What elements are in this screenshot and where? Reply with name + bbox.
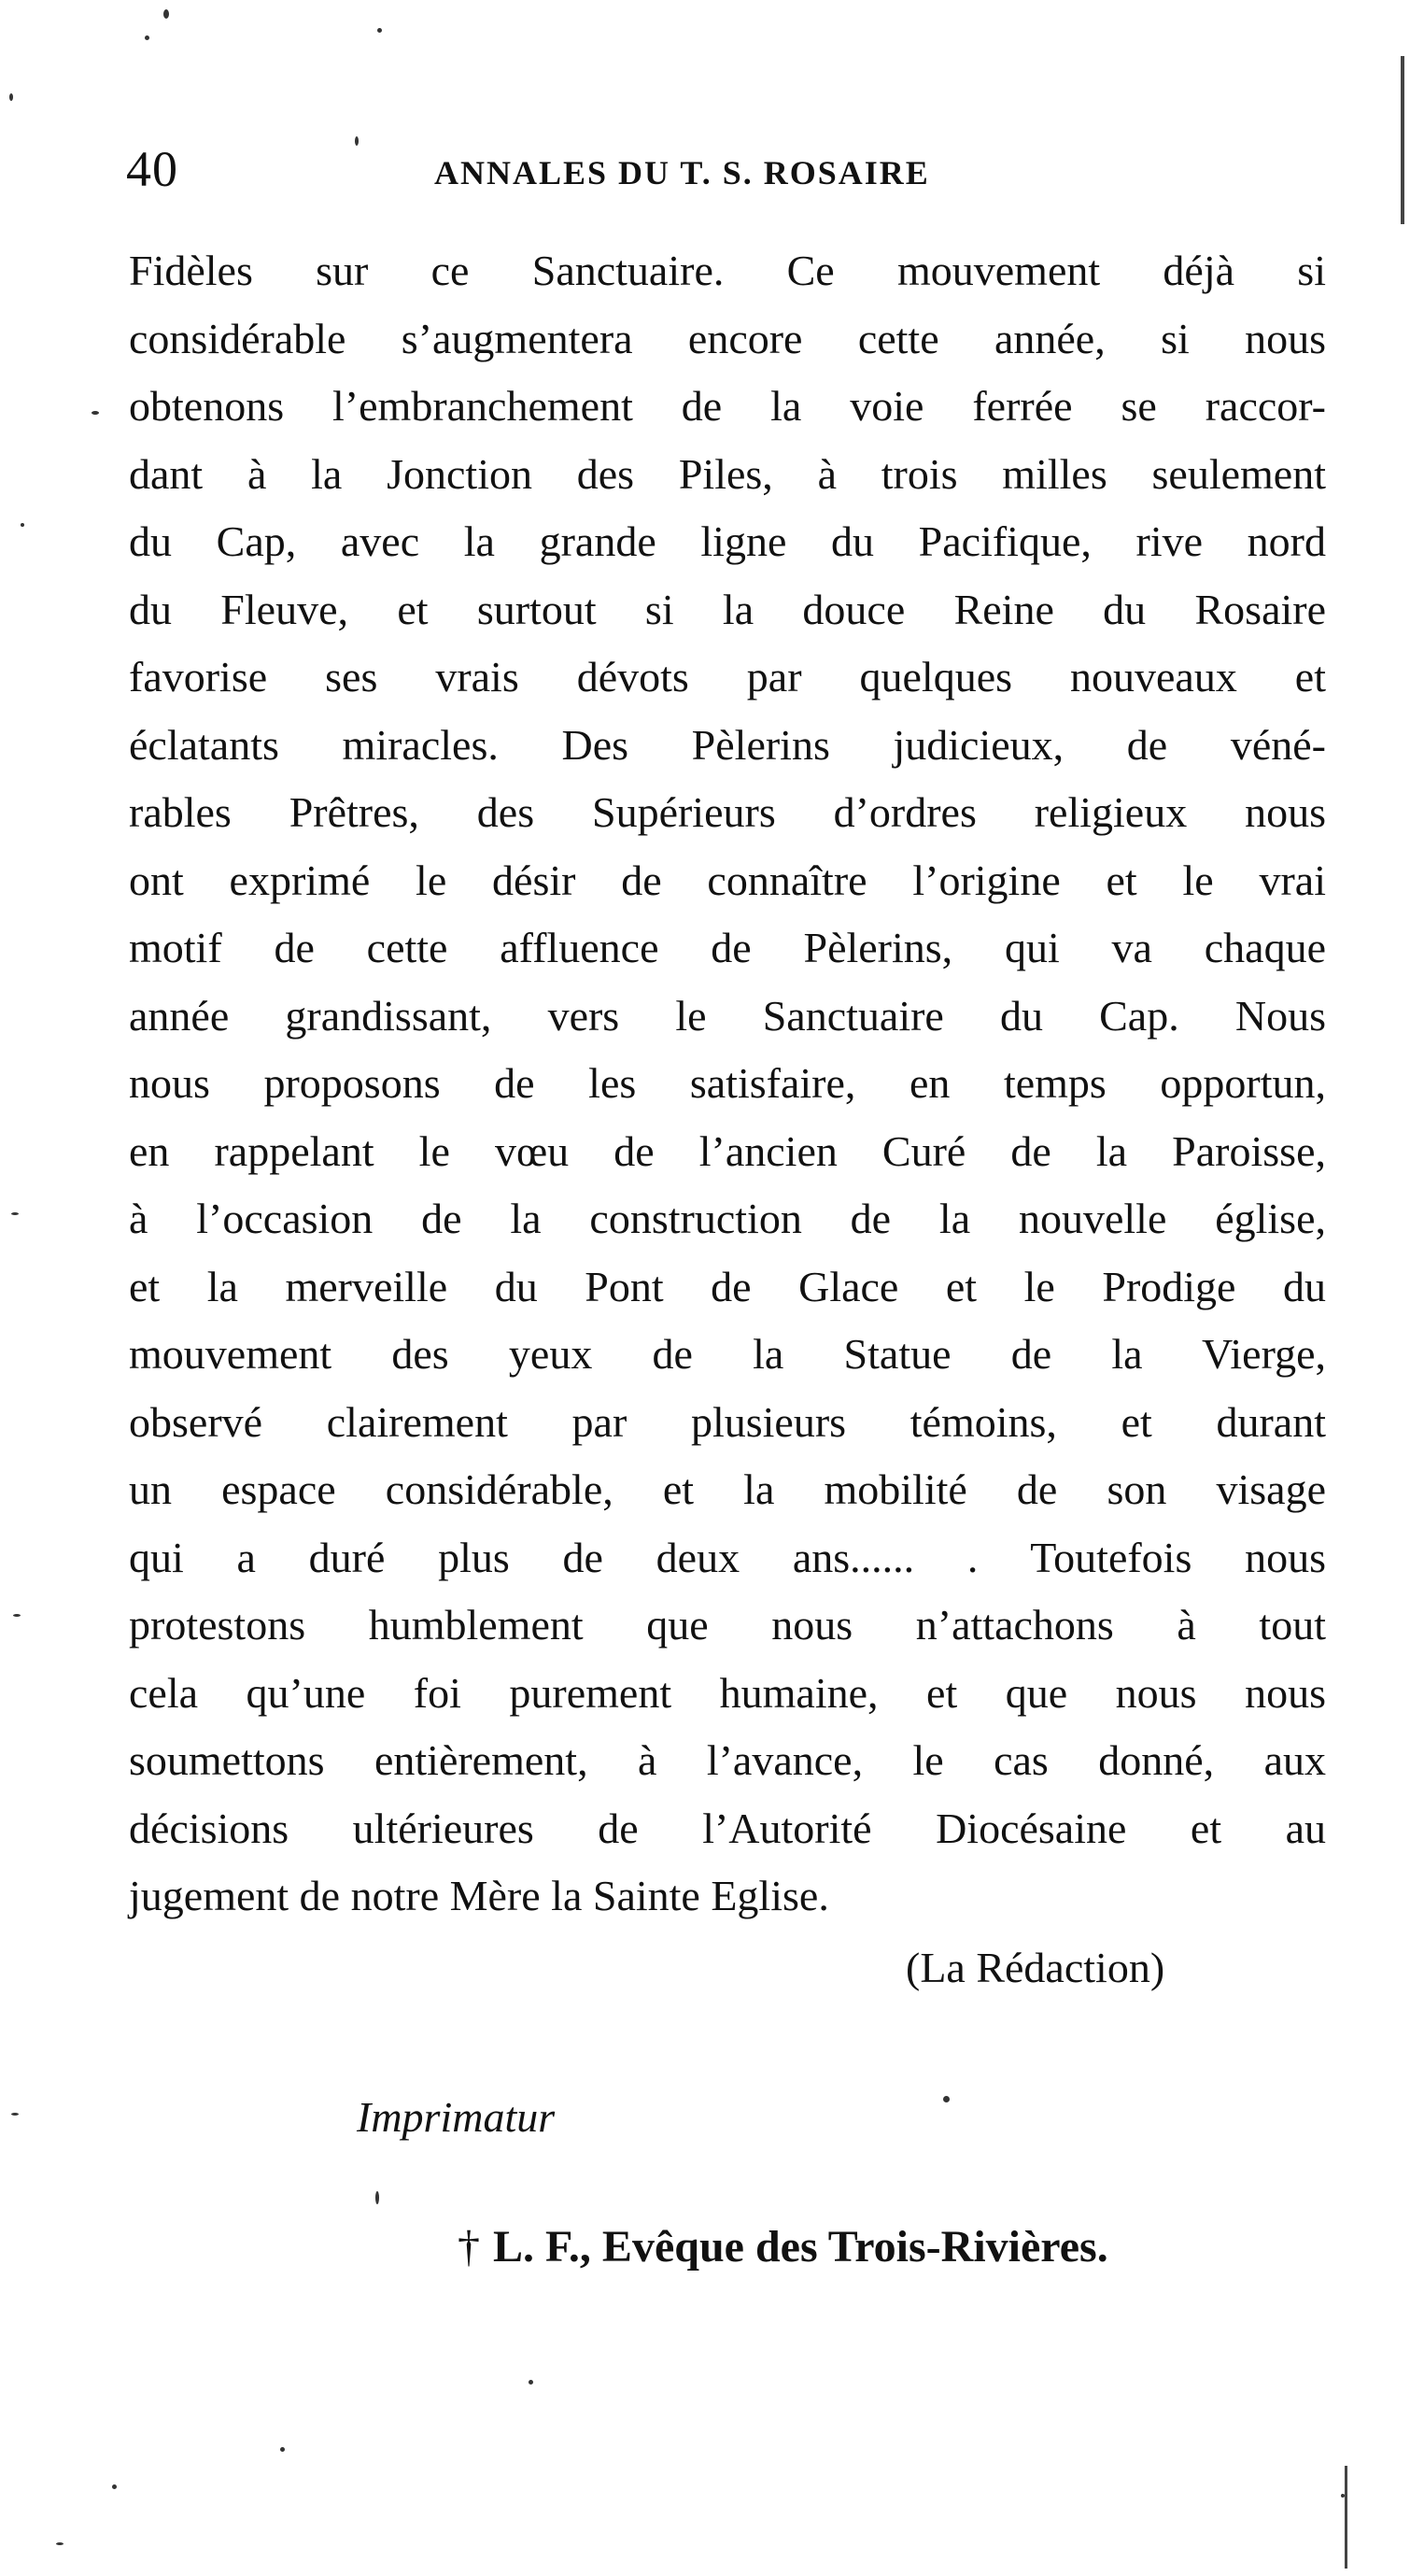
text-line: qui a duré plus de deux ans...... . Toutefois nous <box>129 1533 1326 1581</box>
page-header <box>126 140 1321 215</box>
page-number: 40 <box>126 141 178 197</box>
text-line: à l’occasion de la construction de la nouvelle église, <box>129 1195 1326 1242</box>
dagger-mark: † <box>458 2222 480 2272</box>
text-line: observé clairement par plusieurs témoins, et durant <box>129 1397 1326 1446</box>
scan-speck <box>377 28 382 33</box>
running-title: ANNALES DU T. S. ROSAIRE <box>434 154 930 191</box>
text-line: mouvement des yeux de la Statue de la Vierge, <box>129 1330 1326 1378</box>
text-line: du Cap, avec la grande ligne du Pacifique, rive nord <box>129 517 1326 565</box>
scan-edge <box>1345 2466 1347 2569</box>
bishop-name: L. F., Evêque des Trois-Rivières. <box>493 2222 1108 2272</box>
scan-speck <box>11 2113 19 2116</box>
text-line: année grandissant, vers le Sanctuaire du Cap. Nous <box>129 991 1326 1040</box>
text-line: motif de cette affluence de Pèlerins, qui va chaque <box>129 924 1326 971</box>
scan-speck <box>145 35 149 40</box>
text-line: décisions ultérieures de l’Autorité Diocésaine et au <box>129 1804 1326 1852</box>
scan-speck <box>280 2447 285 2452</box>
text-line: dant à la Jonction des Piles, à trois milles seulement <box>129 449 1326 498</box>
text-line: rables Prêtres, des Supérieurs d’ordres religieux nous <box>129 788 1326 836</box>
text-line: soumettons entièrement, à l’avance, le cas donné, aux <box>129 1736 1326 1784</box>
text-line: en rappelant le vœu de l’ancien Curé de la Paroisse, <box>129 1126 1326 1175</box>
scan-speck <box>92 411 99 415</box>
scan-edge <box>1401 56 1404 224</box>
text-line: et la merveille du Pont de Glace et le Prodige du <box>129 1262 1326 1310</box>
scan-speck <box>11 1212 19 1215</box>
text-line: considérable s’augmentera encore cette année, si nous <box>129 314 1326 362</box>
scan-speck <box>529 2380 533 2385</box>
text-line: favorise ses vrais dévots par quelques nouveaux et <box>129 653 1326 701</box>
text-line: un espace considérable, et la mobilité de son visage <box>129 1465 1326 1513</box>
body-text <box>129 237 1326 1931</box>
text-line: cela qu’une foi purement humaine, et que nous nous <box>129 1668 1326 1717</box>
scan-speck <box>355 136 359 146</box>
text-line: du Fleuve, et surtout si la douce Reine du Rosaire <box>129 585 1326 633</box>
text-line: obtenons l’embranchement de la voie ferrée se raccor- <box>129 382 1326 430</box>
imprimatur-label: Imprimatur <box>357 2093 556 2141</box>
text-line: jugement de notre Mère la Sainte Eglise. <box>129 1872 829 1919</box>
scan-speck <box>375 2191 379 2204</box>
scan-speck <box>9 93 13 101</box>
text-line: ont exprimé le désir de connaître l’origine et le vrai <box>129 856 1326 904</box>
scan-speck <box>163 9 169 19</box>
scan-speck <box>943 2096 950 2102</box>
scan-speck <box>56 2542 63 2545</box>
scan-speck <box>13 1614 21 1617</box>
text-line: Fidèles sur ce Sanctuaire. Ce mouvement déjà si <box>129 247 1326 294</box>
scan-speck <box>112 2484 117 2489</box>
text-line: protestons humblement que nous n’attachons à tout <box>129 1601 1326 1649</box>
text-line: éclatants miracles. Des Pèlerins judicieux, de véné- <box>129 720 1326 769</box>
scan-speck <box>21 523 24 527</box>
bishop-signature <box>458 2221 1108 2272</box>
text-line: nous proposons de les satisfaire, en temps opportun, <box>129 1059 1326 1107</box>
editorial-signature: (La Rédaction) <box>906 1944 1165 1991</box>
